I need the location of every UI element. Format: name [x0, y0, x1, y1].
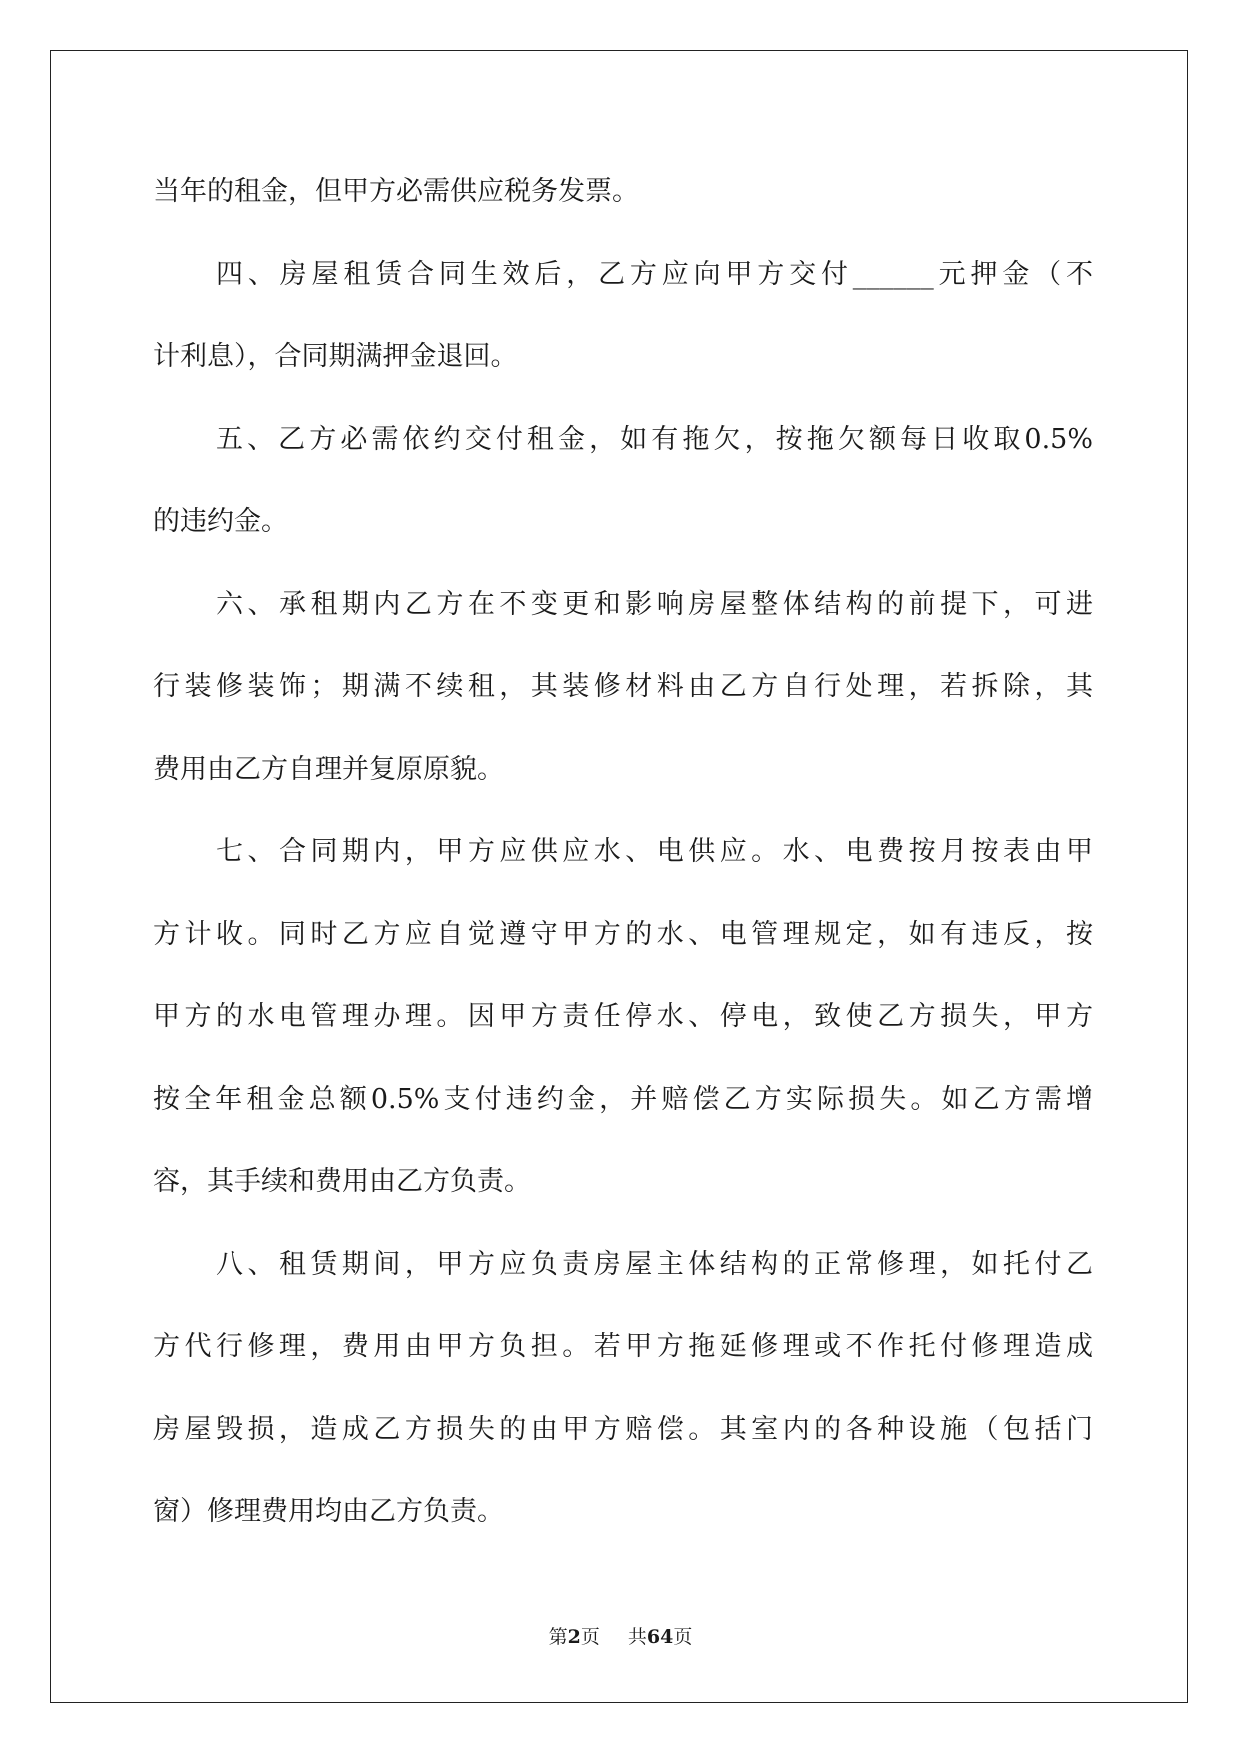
- page-suffix: 页: [580, 1626, 600, 1648]
- paragraph-line: 七、合同期内，甲方应供应水、电供应。水、电费按月按表由甲: [216, 836, 1093, 867]
- paragraph-line: 甲方的水电管理办理。因甲方责任停水、停电，致使乙方损失，甲方: [153, 1001, 1093, 1032]
- paragraph-line: 方代行修理，费用由甲方负担。若甲方拖延修理或不作托付修理造成: [153, 1331, 1093, 1362]
- paragraph-line: 按全年租金总额0.5%支付违约金，并赔偿乙方实际损失。如乙方需增: [153, 1084, 1093, 1115]
- page-footer: [0, 1622, 1241, 1649]
- paragraph-line: 计利息），合同期满押金退回。: [153, 341, 518, 372]
- paragraph-line: 四、房屋租赁合同生效后，乙方应向甲方交付______元押金（不: [216, 259, 1093, 290]
- paragraph-line: 房屋毁损，造成乙方损失的由甲方赔偿。其室内的各种设施（包括门: [153, 1414, 1093, 1445]
- paragraph-line: 五、乙方必需依约交付租金，如有拖欠，按拖欠额每日收取0.5%: [216, 424, 1093, 455]
- paragraph-line: 当年的租金，但甲方必需供应税务发票。: [153, 176, 639, 207]
- paragraph-line: 行装修装饰；期满不续租，其装修材料由乙方自行处理，若拆除，其: [153, 671, 1093, 702]
- paragraph-line: 方计收。同时乙方应自觉遵守甲方的水、电管理规定，如有违反，按: [153, 919, 1093, 950]
- paragraph-line: 八、租赁期间，甲方应负责房屋主体结构的正常修理，如托付乙: [216, 1249, 1093, 1280]
- total-suffix: 页: [673, 1626, 693, 1648]
- total-pages: 64: [646, 1626, 674, 1648]
- paragraph-line: 六、承租期内乙方在不变更和影响房屋整体结构的前提下，可进: [216, 589, 1093, 620]
- page-prefix: 第: [548, 1626, 568, 1648]
- total-prefix: 共: [627, 1626, 647, 1648]
- paragraph-line: 窗）修理费用均由乙方负责。: [153, 1496, 504, 1527]
- page-border: [50, 50, 1188, 1703]
- paragraph-line: 费用由乙方自理并复原原貌。: [153, 754, 504, 785]
- paragraph-line: 容，其手续和费用由乙方负责。: [153, 1166, 531, 1197]
- page-number: 2: [567, 1626, 581, 1648]
- paragraph-line: 的违约金。: [153, 506, 288, 537]
